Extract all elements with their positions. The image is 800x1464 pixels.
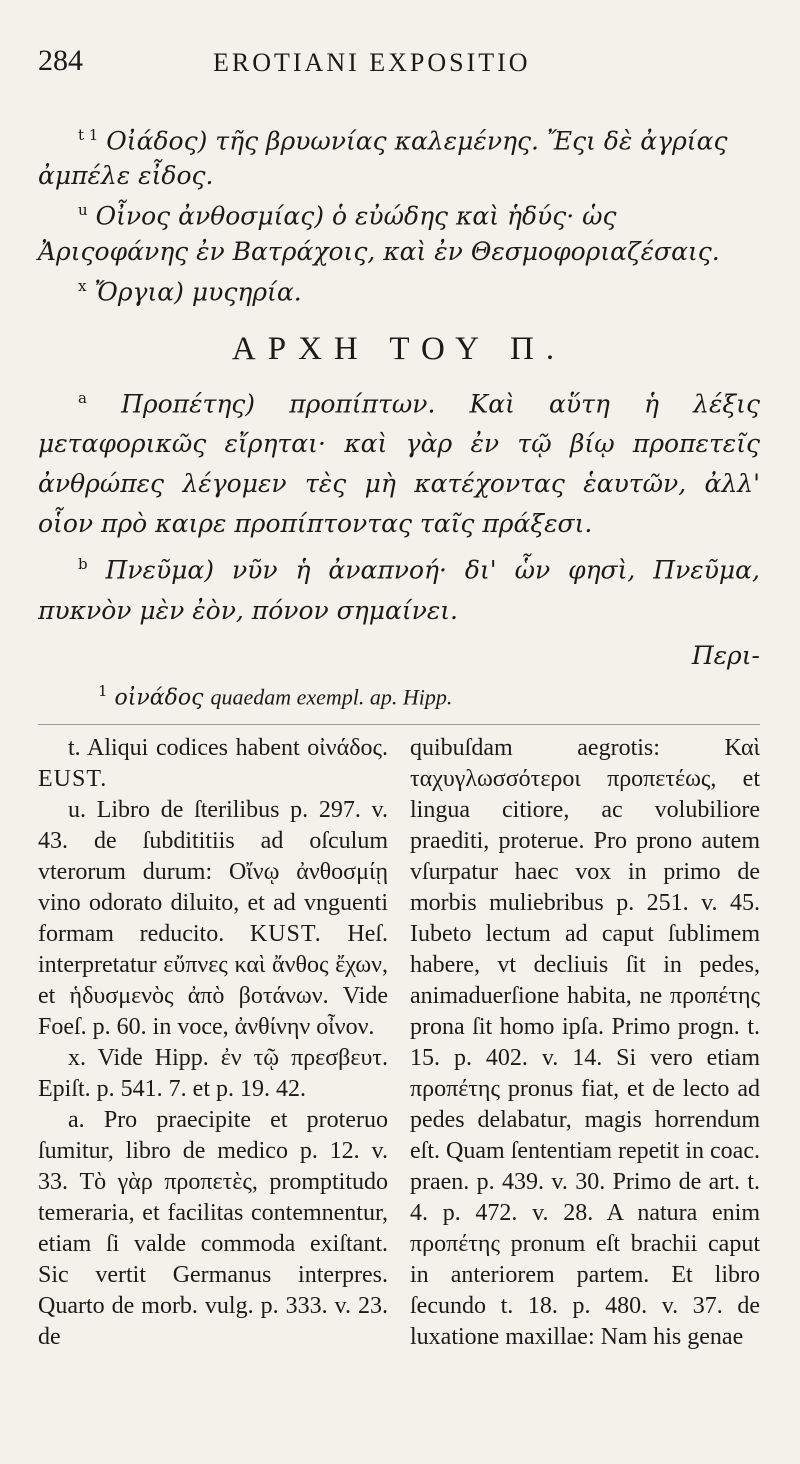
note-x: $^x$ Ὄργια) μυςηρία. [78, 276, 302, 306]
page-header [38, 28, 760, 78]
commentary-right [410, 733, 760, 1353]
section-title: ΑΡΧΗ ΤΟΥ Π. [231, 330, 567, 367]
divider [38, 724, 760, 725]
page-number: 284 [38, 44, 83, 77]
entry-a: $^a$ Προπέτης) προπίπτων. Καὶ αὕτη ἡ λέξις μεταφορικῶς εἴρηται· καὶ γὰρ ἐν τῷ βίῳ προπετεῖς ἀνθρώπες λέγομεν τὲς μὴ κατέχοντας ἑαυτῶν, ἀλλ' οἷον πρὸ καιρε προπίπτοντας ταῖς πράξεσι. [38, 388, 760, 539]
top-notes [38, 118, 760, 309]
running-head: EROTIANI EXPOSITIO [213, 48, 531, 77]
catchword: Περι- [691, 640, 760, 670]
comm-u: u. Libro de ſterilibus p. 297. v. 43. de ſubdititiis ad oſculum vterorum durum: Οἴνῳ ἀνθοσμίῃ vino odorato diluito, et ad vnguenti formam reducito. KUST. Heſ. interpretatur εὔπνες καὶ ἄνθος ἔχων, et ἡδυσμενὸς ἀπὸ βοτάνων. Vide Foeſ. p. 60. in voce, ἀνθίνην οἶνον. [38, 796, 389, 1040]
greek-entries [38, 378, 760, 631]
note-u: $^u$ Οἶνος ἀνθοσμίας) ὁ εὐώδης καὶ ἡδύς· ὡς Ἀριςοφάνης ἐν Βατράχοις, καὶ ἐν Θεσμοφοριαζέσαις. [38, 201, 720, 266]
commentary-left [38, 733, 388, 1353]
comm-x: x. Vide Hipp. ἐν τῷ πρεσβευτ. Epiſt. p. 541. 7. et p. 19. 42. [38, 1044, 388, 1102]
comm-t: t. Aliqui codices habent οἰνάδος. EUST. [38, 734, 388, 792]
variant-note: $^1$ οἰνάδος quaedam exempl. ap. Hipp. [98, 681, 453, 710]
comm-right-text: quibuſdam aegrotis: Καὶ ταχυγλωσσότεροι προπετέως, et lingua citiore, ac volubiliore praediti, proterue. Pro prono autem vſurpatur haec vox in primo de morbis muliebribus p. 251. v. 45. Iubeto lectum ad caput ſublimem habere, vt decliuis ſit in pedes, animaduerſione habita, ne προπέτης prona ſit homo ipſa. Primo progn. t. 15. p. 402. v. 14. Si vero etiam προπέτης pronus fiat, et de lecto ad pedes delabatur, magis horrendum eſt. Quam ſententiam repetit in coac. praen. p. 439. v. 30. Primo de art. t. 4. p. 472. v. 28. A natura enim προπέτης pronum eſt brachii caput in anteriorem partem. Et libro ſecundo t. 18. p. 480. v. 37. de luxatione maxillae: Nam his genae [410, 734, 760, 1350]
comm-a: a. Pro praecipite et proteruo ſumitur, libro de medico p. 12. v. 33. Τὸ γὰρ προπετὲς, promptitudo temeraria, et facilitas contemnentur, etiam ſi valde commoda exiſtant. Sic vertit Germanus interpres. Quarto de morb. vulg. p. 333. v. 23. de [38, 1106, 388, 1350]
entry-b: $^b$ Πνεῦμα) νῦν ἡ ἀναπνοή· δι' ὧν φησὶ, Πνεῦμα, πυκνὸν μὲν ἐὸν, πόνον σημαίνει. [38, 555, 760, 625]
note-t: $^{t 1}$ Οἰάδος) τῆς βρυωνίας καλεμένης. Ἔςι δὲ ἀγρίας ἀμπέλε εἶδος. [38, 126, 728, 191]
commentary [38, 733, 760, 1353]
